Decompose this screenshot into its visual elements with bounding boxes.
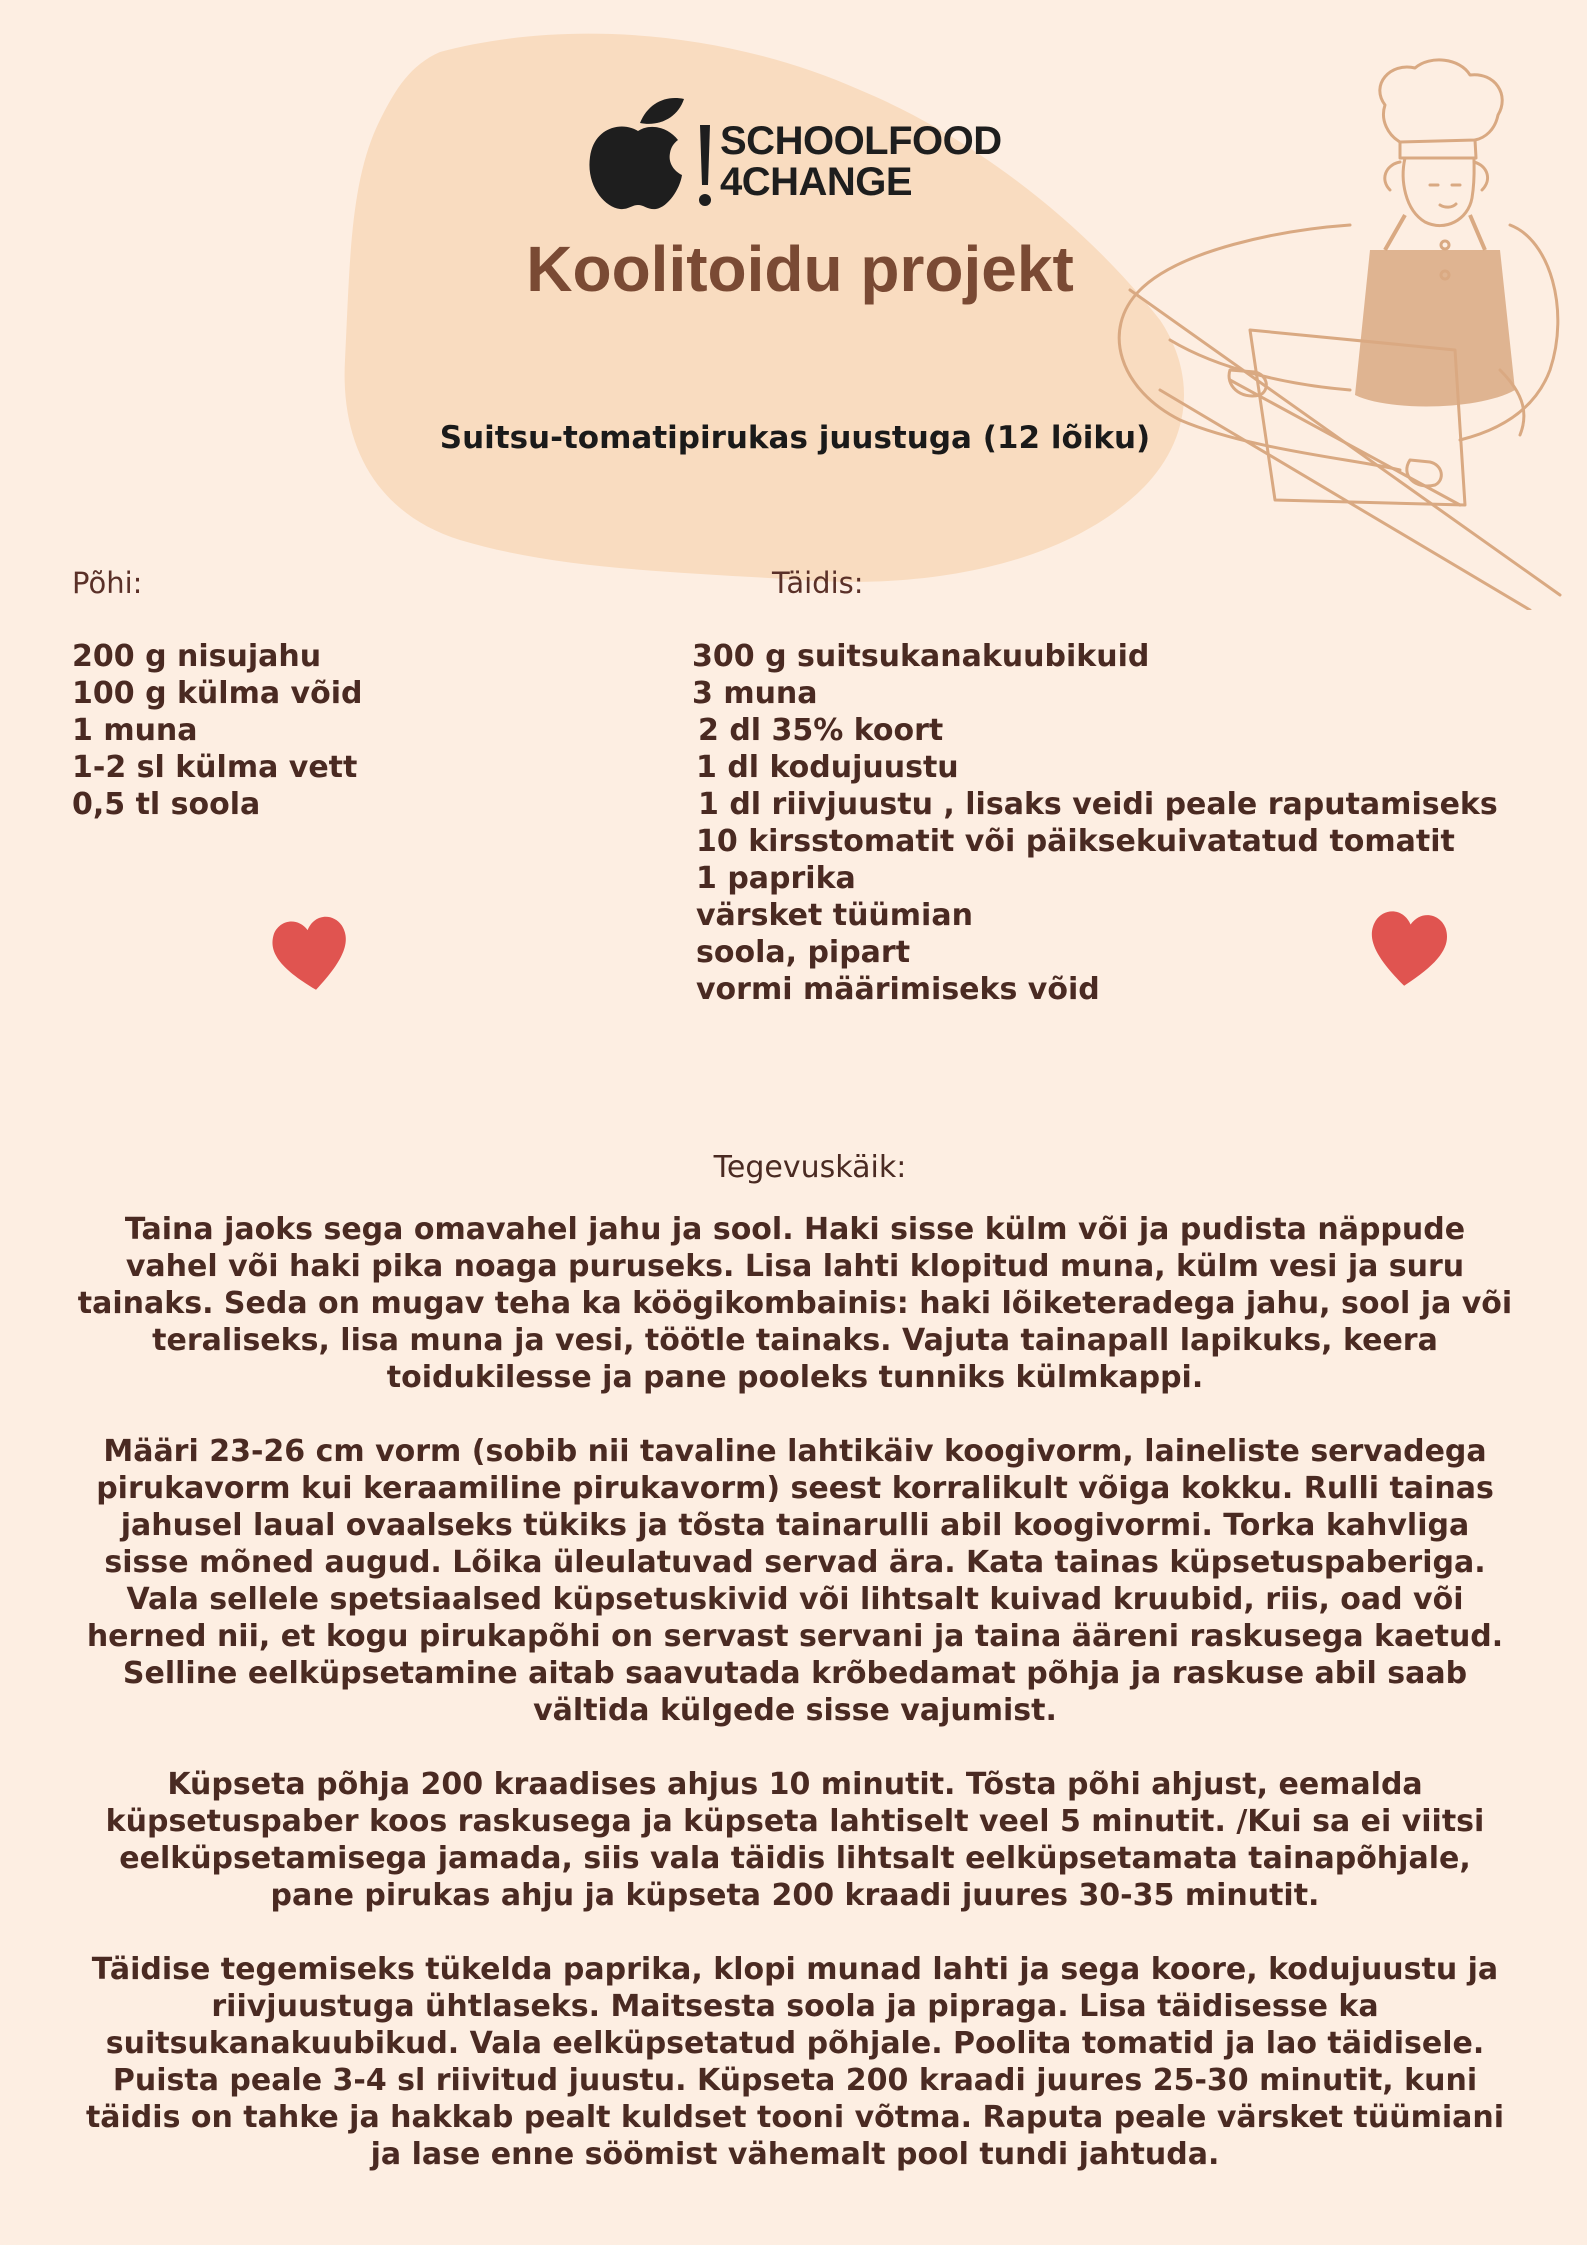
list-item: 2 dl 35% koort xyxy=(698,713,944,748)
brand-name xyxy=(720,121,1002,203)
list-item: 200 g nisujahu xyxy=(72,639,322,674)
method-paragraph: Määri 23-26 cm vorm (sobib nii tavaline lahtikäiv koogivorm, laineliste servadega pirukavorm kui keraamiline pirukavorm) seest korralikult võiga kokku. Rulli tainas jahusel laual ovaalseks tükiks ja tõsta tainarulli abil koogivormi. Torka kahvliga sisse mõned augud. Lõika üleulatuvad servad ära. Kata tainas küpsetuspaberiga. Vala sellele spetsiaalsed küpsetuskivid või lihtsalt kuivad kruubid, riis, oad või herned nii, et kogu pirukapõhi on servast servani ja taina ääreni raskusega kaetud. Selline eelküpsetamine aitab saavutada krõbedamat põhja ja raskuse abil saab vältida külgede sisse vajumist. xyxy=(86,1434,1504,1728)
list-item: 0,5 tl soola xyxy=(72,787,261,822)
list-item: värsket tüümian xyxy=(696,898,973,933)
apple-icon xyxy=(582,85,712,215)
list-item: 1 dl riivjuustu , lisaks veidi peale raputamiseks xyxy=(698,787,1498,822)
method-paragraph: Täidise tegemiseks tükelda paprika, klopi munad lahti ja sega koore, kodujuustu ja riivjuustuga ühtlaseks. Maitsesta soola ja pipraga. Lisa täidisesse ka suitsukanakuubikud. Vala eelküpsetatud põhjale. Poolita tomatid ja lao täidisele. Puista peale 3-4 sl riivitud juustu. Küpseta 200 kraadi juures 25-30 minutit, kuni täidis on tahke ja hakkab pealt kuldset tooni võtma. Raputa peale värsket tüümiani ja lase enne söömist vähemalt pool tundi jahtuda. xyxy=(85,1952,1505,2172)
crust-ingredient-list xyxy=(72,638,362,823)
list-item: soola, pipart xyxy=(696,935,911,970)
heart-icon xyxy=(268,910,354,998)
list-item: 1 muna xyxy=(72,713,198,748)
filling-heading: Täidis: xyxy=(772,566,864,600)
recipe-title: Suitsu-tomatipirukas juustuga (12 lõiku) xyxy=(439,420,1151,456)
method-paragraph: Taina jaoks sega omavahel jahu ja sool. Haki sisse külm või ja pudista näppude vahel või haki pika noaga puruseks. Lisa lahti klopitud muna, külm vesi ja suru tainaks. Seda on mugav teha ka köögikombainis: haki lõiketeradega jahu, sool ja või teraliseks, lisa muna ja vesi, töötle tainaks. Vajuta tainapall lapikuks, keera toidukilesse ja pane pooleks tunniks külmkappi. xyxy=(77,1212,1513,1395)
method-section xyxy=(75,1150,1515,2210)
brand-name-line1: SCHOOLFOOD xyxy=(720,119,1002,163)
list-item: 1 dl kodujuustu xyxy=(696,750,959,785)
list-item: 3 muna xyxy=(692,676,818,711)
list-item: 1 paprika xyxy=(696,861,856,896)
list-item: 100 g külma võid xyxy=(72,676,363,711)
crust-heading: Põhi: xyxy=(72,566,143,600)
list-item: vormi määrimiseks võid xyxy=(696,972,1100,1007)
method-paragraph: Küpseta põhja 200 kraadises ahjus 10 minutit. Tõsta põhi ahjust, eemalda küpsetuspaber koos raskusega ja küpseta lahtiselt veel 5 minutit. /Kui sa ei viitsi eelküpsetamisega jamada, siis vala täidis lihtsalt eelküpsetamata tainapõhjale, pane pirukas ahju ja küpseta 200 kraadi juures 30-35 minutit. xyxy=(105,1767,1485,1913)
list-item: 1-2 sl külma vett xyxy=(72,750,358,785)
chef-illustration xyxy=(1100,50,1570,610)
brand-name-line2: 4CHANGE xyxy=(720,160,913,204)
page-title: Koolitoidu projekt xyxy=(526,233,1074,305)
list-item: 300 g suitsukanakuubikuid xyxy=(692,639,1150,674)
list-item: 10 kirsstomatit või päiksekuivatatud tomatit xyxy=(696,824,1455,859)
heart-icon xyxy=(1360,905,1456,993)
method-heading: Tegevuskäik: xyxy=(713,1150,907,1185)
brand-logo xyxy=(582,85,1002,215)
